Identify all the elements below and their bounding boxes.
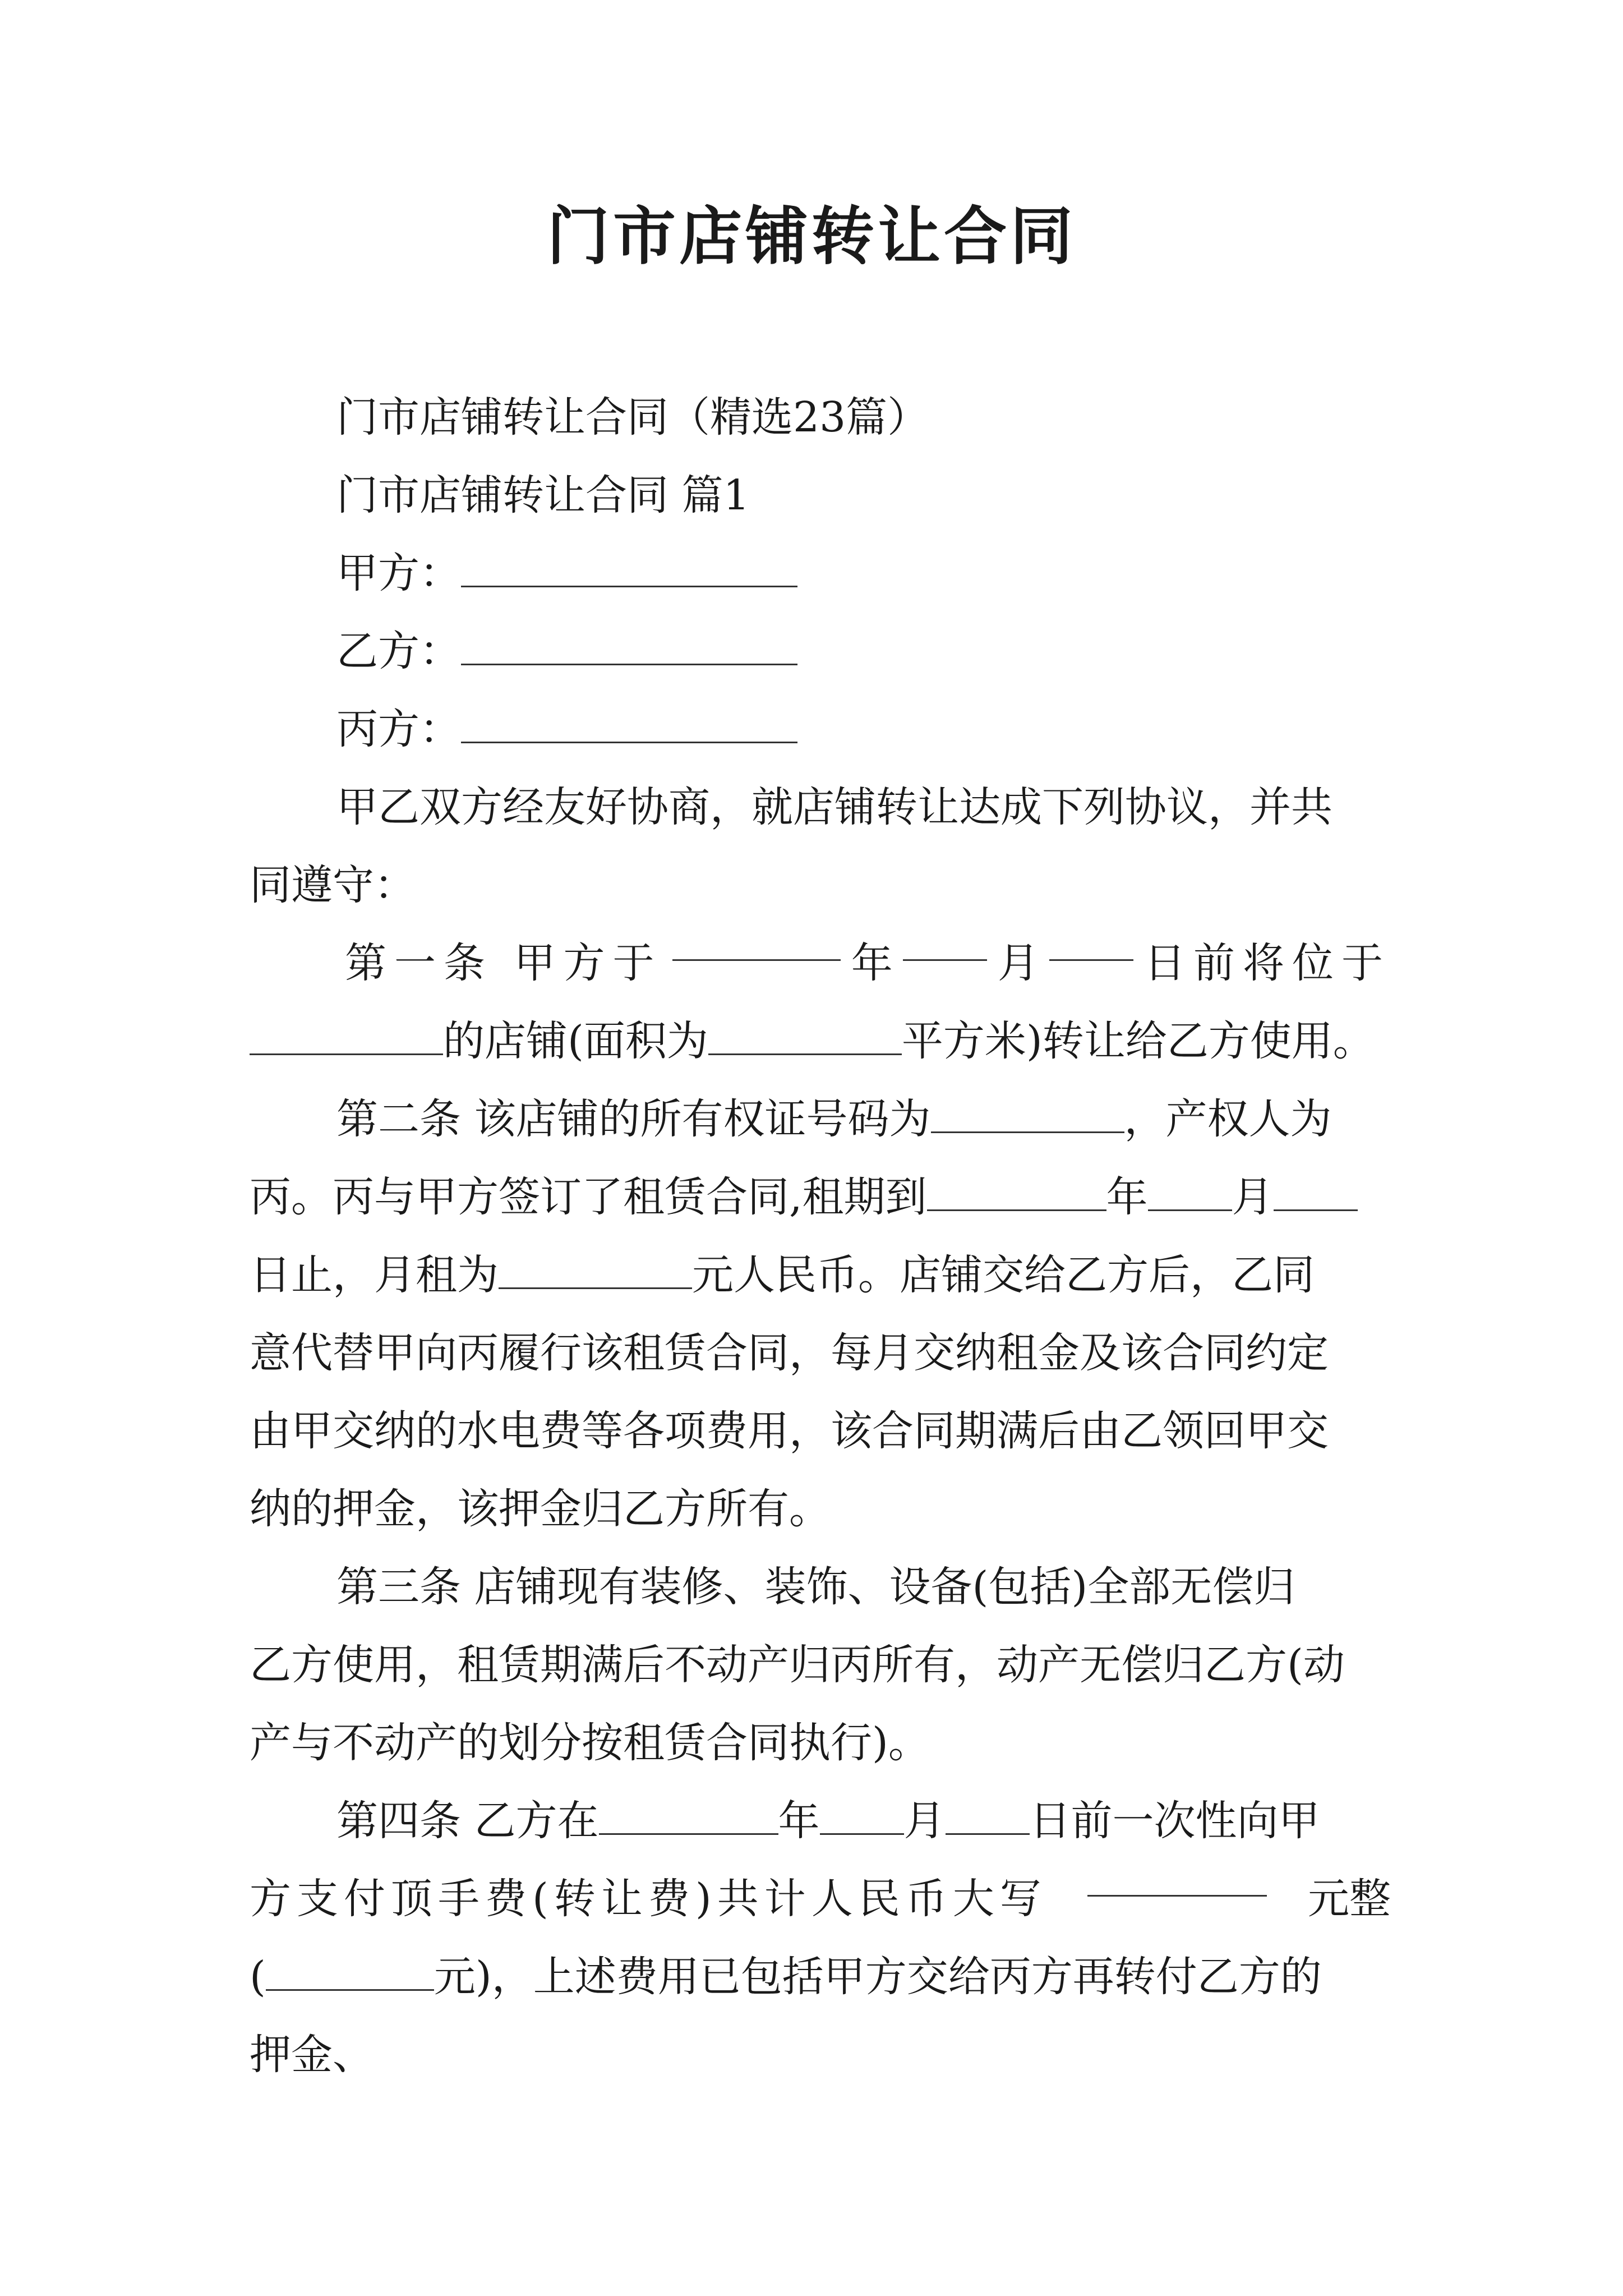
party-b-label: 乙方： [336, 627, 461, 675]
article-4-text: 押金、 [250, 2031, 374, 2079]
article-2-line-4 [250, 1314, 1391, 1392]
party-b-blank [461, 629, 797, 665]
intro-text-2: 同遵守： [250, 861, 416, 909]
article-2-rent-blank [499, 1253, 692, 1289]
article-1-line-2 [250, 1002, 1391, 1080]
article-4-text: 日前一次性向甲 [1029, 1797, 1320, 1845]
article-1-text: 平方米)转让给乙方使用。 [901, 1017, 1375, 1065]
article-4-amount-blank [266, 1954, 434, 1991]
article-4-line-4 [250, 2016, 1391, 2094]
document-body [250, 379, 1391, 2094]
article-4-text: 元)，上述费用已包括甲方交给丙方再转付乙方的 [434, 1953, 1322, 2001]
section-heading-text: 门市店铺转让合同 篇1 [336, 471, 750, 519]
article-2-text: ，产权人为 [1124, 1095, 1332, 1143]
article-2-text: 纳的押金，该押金归乙方所有。 [250, 1485, 831, 1533]
article-1-text: 第一条 甲方于 [345, 939, 662, 987]
month-label: 月 [903, 1797, 946, 1845]
document-title: 门市店铺转让合同 [547, 200, 1076, 273]
year-label: 年 [851, 939, 893, 987]
article-1-month-blank [903, 924, 987, 961]
month-label: 月 [1232, 1173, 1274, 1221]
article-4-month-blank [820, 1798, 904, 1835]
party-c-label: 丙方： [336, 705, 461, 753]
article-4-line-1 [250, 1782, 1391, 1860]
intro-line-1 [250, 769, 1391, 846]
article-1-area-blank [708, 1019, 902, 1055]
article-3-line-2 [250, 1626, 1391, 1704]
intro-line-2 [250, 846, 1391, 924]
article-2-text: 丙。丙与甲方签订了租赁合同,租期到 [250, 1173, 927, 1221]
party-b-line [250, 613, 1391, 691]
article-2-year-blank [927, 1175, 1106, 1211]
party-c-blank [461, 707, 797, 743]
article-3-line-1 [250, 1548, 1391, 1626]
article-2-cert-blank [931, 1097, 1124, 1133]
article-3-text: 产与不动产的划分按租赁合同执行)。 [250, 1719, 930, 1767]
article-2-line-6 [250, 1470, 1391, 1548]
article-4-year-blank [599, 1798, 778, 1835]
article-4-text: ( [250, 1953, 266, 2001]
article-3-text: 乙方使用，租赁期满后不动产归丙所有，动产无偿归乙方(动 [250, 1641, 1345, 1689]
article-4-text: 第四条 乙方在 [336, 1797, 599, 1845]
article-4-line-2 [250, 1860, 1391, 1938]
article-1-year-blank [672, 924, 841, 961]
article-2-text: 日止，月租为 [250, 1251, 499, 1299]
party-a-line [250, 535, 1391, 613]
party-a-blank [461, 551, 797, 587]
article-4-amount-words-blank [1087, 1860, 1267, 1897]
intro-text-1: 甲乙双方经友好协商，就店铺转让达成下列协议，并共 [336, 783, 1332, 831]
article-3-text: 第三条 店铺现有装修、装饰、设备(包括)全部无偿归 [336, 1563, 1295, 1611]
article-4-day-blank [946, 1798, 1030, 1835]
article-2-line-1 [250, 1080, 1391, 1158]
party-c-line [250, 691, 1391, 769]
article-4-line-3 [250, 1938, 1391, 2016]
article-2-text: 第二条 该店铺的所有权证号码为 [336, 1095, 931, 1143]
section-heading [250, 457, 1391, 535]
article-2-month-blank [1148, 1175, 1232, 1211]
article-1-location-blank [250, 1019, 443, 1055]
party-a-label: 甲方： [336, 549, 461, 597]
article-4-text: 元整 [1308, 1875, 1391, 1923]
year-label: 年 [778, 1797, 820, 1845]
article-1-day-blank [1049, 924, 1133, 961]
subtitle-text: 门市店铺转让合同（精选23篇） [336, 393, 929, 441]
subtitle-line [250, 379, 1391, 457]
article-2-line-3 [250, 1236, 1391, 1314]
article-3-line-3 [250, 1704, 1391, 1782]
article-2-text: 意代替甲向丙履行该租赁合同，每月交纳租金及该合同约定 [250, 1329, 1329, 1377]
article-4-text: 方支付顶手费(转让费)共计人民币大写 [250, 1875, 1047, 1923]
article-2-line-2 [250, 1158, 1391, 1236]
article-2-text: 元人民币。店铺交给乙方后，乙同 [692, 1251, 1315, 1299]
month-label: 月 [997, 939, 1039, 987]
article-2-day-blank [1274, 1175, 1358, 1211]
year-label: 年 [1106, 1173, 1148, 1221]
article-1-line-1 [250, 924, 1391, 1002]
article-1-text: 的店铺(面积为 [443, 1017, 708, 1065]
article-2-line-5 [250, 1392, 1391, 1470]
article-2-text: 由甲交纳的水电费等各项费用，该合同期满后由乙领回甲交 [250, 1407, 1329, 1455]
article-1-text: 日前将位于 [1144, 939, 1391, 987]
